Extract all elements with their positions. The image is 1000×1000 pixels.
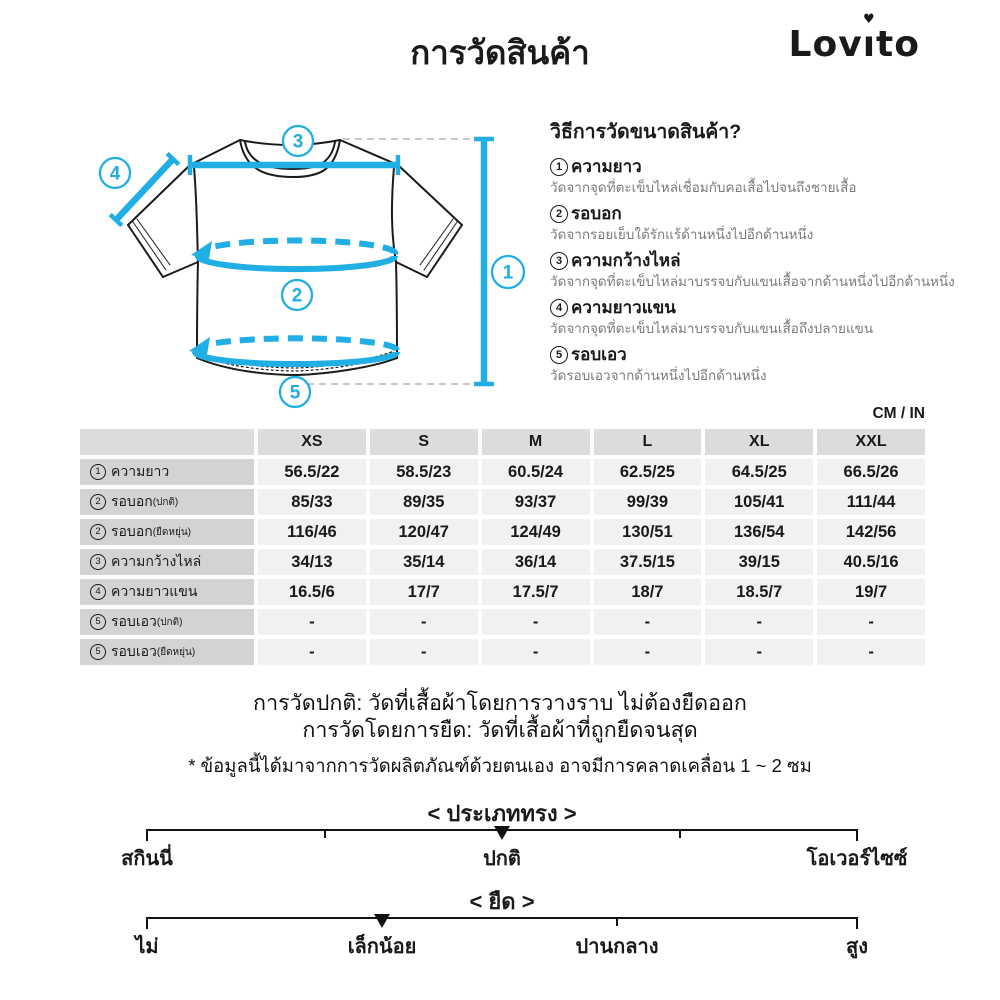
size-value-cell: 111/44 [817, 489, 925, 515]
size-value-cell: 116/46 [258, 519, 366, 545]
instruction-desc: วัดจากจุดที่ตะเข็บไหล่มาบรรจบกับแขนเสื้อถึงปลายแขน [550, 321, 874, 336]
instruction-title-text: ความยาว [571, 157, 642, 176]
size-value-cell: 17/7 [370, 579, 478, 605]
size-value-cell: 36/14 [482, 549, 590, 575]
scale-label: ไม่ [135, 936, 159, 958]
size-value-cell: 64.5/25 [705, 459, 813, 485]
instruction-item [550, 203, 985, 244]
svg-text:5: 5 [289, 382, 301, 404]
instruction-item [550, 156, 985, 197]
size-column-header: XL [705, 429, 813, 455]
size-value-cell: - [482, 609, 590, 635]
scale-tick [856, 917, 858, 929]
instruction-title [550, 203, 985, 225]
size-column-header: XXL [817, 429, 925, 455]
instruction-item [550, 250, 985, 291]
size-value-cell: 120/47 [370, 519, 478, 545]
scale-tick [616, 917, 618, 926]
size-value-cell: 35/14 [370, 549, 478, 575]
size-value-cell: 37.5/15 [594, 549, 702, 575]
size-value-cell: 89/35 [370, 489, 478, 515]
size-value-cell: 130/51 [594, 519, 702, 545]
size-value-cell: 66.5/26 [817, 459, 925, 485]
size-value-cell: - [258, 639, 366, 665]
instruction-title-text: ความกว้างไหล่ [571, 251, 681, 270]
measure-number-icon: 4 [550, 299, 568, 317]
size-value-cell: 58.5/23 [370, 459, 478, 485]
scale-label: ปกติ [483, 848, 521, 870]
stretch-scale-title: < ยืด > [469, 889, 535, 914]
row-label-suffix: (ปกติ) [152, 496, 179, 508]
measure-instructions [550, 116, 985, 391]
instructions-heading: วิธีการวัดขนาดสินค้า? [550, 121, 742, 143]
size-value-cell: 62.5/25 [594, 459, 702, 485]
instructions-list [550, 156, 985, 385]
fit-type-scale-labels [121, 842, 908, 870]
size-value-cell: 56.5/22 [258, 459, 366, 485]
scale-tick [146, 829, 148, 841]
svg-text:2: 2 [291, 285, 303, 307]
scale-label: โอเวอร์ไซซ์ [806, 848, 908, 870]
size-value-cell: 136/54 [705, 519, 813, 545]
measure-number-icon: 2 [90, 524, 106, 540]
size-value-cell: - [370, 639, 478, 665]
row-label-text: รอบอก [111, 493, 153, 509]
row-label [80, 639, 254, 665]
fit-type-scale [121, 796, 908, 876]
measure-number-icon: 4 [90, 584, 106, 600]
instruction-item [550, 297, 985, 338]
measure-number-icon: 3 [550, 252, 568, 270]
logo-heart-i: ı ♥ [862, 12, 877, 65]
measurement-lines [110, 154, 398, 365]
row-label [80, 519, 254, 545]
measurement-notes [0, 690, 1000, 781]
row-label-text: รอบอก [111, 523, 153, 539]
instruction-desc: วัดจากจุดที่ตะเข็บไหล่เชื่อมกับคอเสื้อไปจนถึงชายเสื้อ [550, 180, 857, 195]
instruction-title [550, 156, 985, 178]
measure-number-icon: 1 [550, 158, 568, 176]
measure-number-icon: 2 [90, 494, 106, 510]
measure-number-icon: 2 [550, 205, 568, 223]
callout-2-icon [282, 280, 312, 310]
size-column-header: S [370, 429, 478, 455]
instruction-desc: วัดรอบเอวจากด้านหนึ่งไปอีกด้านหนึ่ง [550, 368, 767, 383]
fit-type-scale-line [147, 829, 857, 831]
instruction-desc: วัดจากจุดที่ตะเข็บไหล่มาบรรจบกับแขนเสื้อจากด้านหนึ่งไปอีกด้านหนึ่ง [550, 274, 955, 289]
scale-label: ปานกลาง [575, 936, 659, 958]
svg-text:1: 1 [502, 262, 514, 284]
size-value-cell: 40.5/16 [817, 549, 925, 575]
table-corner-cell [80, 429, 254, 455]
size-value-cell: 93/37 [482, 489, 590, 515]
size-value-cell: - [258, 609, 366, 635]
instruction-title [550, 297, 985, 319]
size-column-header: M [482, 429, 590, 455]
size-value-cell: - [817, 609, 925, 635]
scale-marker-icon [374, 914, 390, 928]
size-value-cell: - [705, 639, 813, 665]
size-table [80, 429, 925, 665]
size-value-cell: 39/15 [705, 549, 813, 575]
instruction-title [550, 250, 985, 272]
size-value-cell: 34/13 [258, 549, 366, 575]
row-label-suffix: (ยืดหยุ่น) [152, 526, 192, 538]
size-value-cell: 18.5/7 [705, 579, 813, 605]
measure-number-icon: 5 [550, 346, 568, 364]
row-label-text: รอบเอว [111, 643, 157, 659]
callout-4-icon [100, 158, 130, 188]
size-value-cell: 60.5/24 [482, 459, 590, 485]
row-label [80, 549, 254, 575]
length-line [474, 139, 494, 384]
row-label-text: ความยาวแขน [111, 583, 198, 599]
size-value-cell: 17.5/7 [482, 579, 590, 605]
fit-type-scale-title: < ประเภททรง > [427, 801, 577, 826]
row-label-suffix: (ยืดหยุ่น) [156, 646, 196, 658]
size-value-cell: 19/7 [817, 579, 925, 605]
row-label [80, 489, 254, 515]
scale-label: สกินนี่ [121, 848, 173, 870]
size-value-cell: 142/56 [817, 519, 925, 545]
row-label [80, 609, 254, 635]
size-value-cell: - [482, 639, 590, 665]
instruction-title-text: ความยาวแขน [571, 298, 676, 317]
note-stretch-measure: การวัดโดยการยืด: วัดที่เสื้อผ้าที่ถูกยืดจนสุด [302, 718, 698, 742]
brand-logo: Lovı ♥ to [788, 12, 920, 65]
size-column-header: XS [258, 429, 366, 455]
size-value-cell: - [370, 609, 478, 635]
stretch-scale-labels [135, 930, 868, 958]
tshirt-diagram [78, 108, 540, 410]
stretch-scale-line [147, 917, 857, 919]
scale-tick [146, 917, 148, 929]
scale-tick [679, 829, 681, 838]
callout-1-icon [492, 256, 524, 288]
size-value-cell: - [594, 609, 702, 635]
scale-label: เล็กน้อย [347, 936, 417, 958]
measure-number-icon: 1 [90, 464, 106, 480]
measure-number-icon: 5 [90, 614, 106, 630]
row-label-text: รอบเอว [111, 613, 157, 629]
size-value-cell: 105/41 [705, 489, 813, 515]
scale-tick [856, 829, 858, 841]
note-flat-measure: การวัดปกติ: วัดที่เสื้อผ้าโดยการวางราบ ไม่ต้องยืดออก [253, 691, 747, 715]
size-value-cell: 124/49 [482, 519, 590, 545]
unit-label: CM / IN [872, 405, 925, 422]
row-label [80, 579, 254, 605]
svg-text:3: 3 [292, 131, 304, 153]
size-value-cell: 85/33 [258, 489, 366, 515]
measure-number-icon: 3 [90, 554, 106, 570]
size-value-cell: - [594, 639, 702, 665]
size-value-cell: 99/39 [594, 489, 702, 515]
instruction-item [550, 344, 985, 385]
row-label-suffix: (ปกติ) [156, 616, 183, 628]
stretch-scale [135, 884, 868, 964]
instruction-title-text: รอบเอว [571, 345, 627, 364]
row-label-text: ความกว้างไหล่ [111, 553, 202, 569]
size-column-header: L [594, 429, 702, 455]
scale-marker-icon [494, 826, 510, 840]
instruction-title [550, 344, 985, 366]
row-label [80, 459, 254, 485]
callout-5-icon [280, 377, 310, 407]
size-value-cell: 18/7 [594, 579, 702, 605]
size-value-cell: - [817, 639, 925, 665]
size-value-cell: 16.5/6 [258, 579, 366, 605]
note-disclaimer: * ข้อมูลนี้ได้มาจากการวัดผลิตภัณฑ์ด้วยตนเอง อาจมีการคลาดเคลื่อน 1 ~ 2 ซม [188, 755, 812, 776]
svg-text:4: 4 [109, 163, 121, 185]
heart-icon: ♥ [863, 12, 876, 27]
size-value-cell: - [705, 609, 813, 635]
instruction-title-text: รอบอก [571, 204, 622, 223]
row-label-text: ความยาว [111, 463, 170, 479]
scale-tick [324, 829, 326, 838]
instruction-desc: วัดจากรอยเย็บใต้รักแร้ด้านหนึ่งไปอีกด้านหนึ่ง [550, 227, 814, 242]
callout-3-icon [283, 126, 313, 156]
scale-label: สูง [846, 936, 868, 958]
measure-number-icon: 5 [90, 644, 106, 660]
page-title: การวัดสินค้า [410, 34, 590, 71]
